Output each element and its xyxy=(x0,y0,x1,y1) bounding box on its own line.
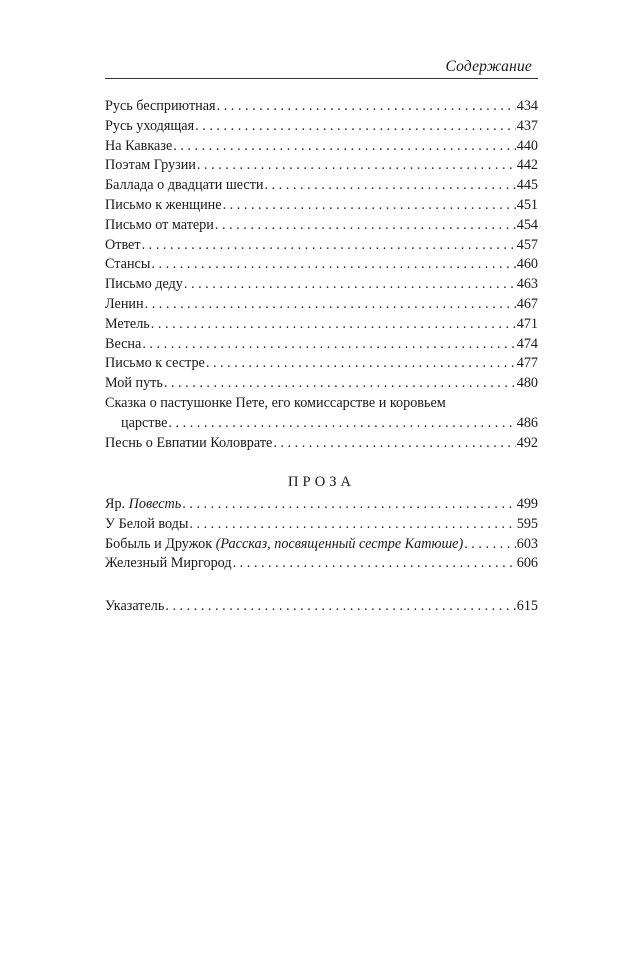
toc-entry-page: 437 xyxy=(516,117,538,134)
toc-entry-title: Письмо к сестре xyxy=(105,355,205,372)
toc-entry xyxy=(105,354,538,374)
dot-leader xyxy=(165,597,515,617)
toc-entry-page: 595 xyxy=(516,515,538,532)
toc-entry-title: Бобыль и Дружок (Рассказ, посвященный сестре Катюше) xyxy=(105,535,464,552)
dot-leader xyxy=(168,414,515,434)
toc-entry-title: Сказка о пастушонке Пете, его комиссарстве и коровьем xyxy=(105,394,446,411)
toc-entry xyxy=(105,374,538,394)
toc-poetry-list xyxy=(105,97,538,453)
toc-entry-page: 457 xyxy=(516,236,538,253)
toc-entry-page: 451 xyxy=(516,196,538,213)
toc-entry-title: Поэтам Грузии xyxy=(105,157,196,174)
dot-leader xyxy=(215,216,516,236)
dot-leader xyxy=(233,554,516,574)
dot-leader xyxy=(151,315,516,335)
toc-entry-title: Указатель xyxy=(105,598,165,614)
toc-entry-page: 603 xyxy=(516,535,538,552)
toc-entry xyxy=(105,156,538,176)
toc-entry xyxy=(105,515,538,535)
dot-leader xyxy=(265,176,516,196)
dot-leader xyxy=(195,117,516,137)
section-heading-prose: ПРОЗА xyxy=(288,474,355,490)
toc-entry-title-continuation: царстве xyxy=(121,414,168,431)
toc-entry-title: Стансы xyxy=(105,256,151,273)
toc-entry xyxy=(105,236,538,256)
toc-entry-subtitle: Повесть xyxy=(128,496,182,512)
dot-leader xyxy=(182,495,515,515)
toc-entry-page: 440 xyxy=(516,137,538,154)
dot-leader xyxy=(464,535,516,555)
toc-entry-page: 434 xyxy=(516,98,538,114)
toc-entry-title: На Кавказе xyxy=(105,137,173,154)
toc-entry xyxy=(105,434,538,454)
toc-entry xyxy=(105,255,538,275)
toc-entry-page: 486 xyxy=(516,414,538,431)
toc-entry-title: Метель xyxy=(105,315,150,332)
toc-entry-page: 442 xyxy=(516,157,538,174)
toc-entry-page: 477 xyxy=(516,355,538,372)
toc-entry-title: Русь уходящая xyxy=(105,117,195,134)
running-head: Содержание xyxy=(445,58,532,75)
toc-entry-page: 492 xyxy=(516,434,538,451)
dot-leader xyxy=(197,156,516,176)
toc-entry xyxy=(105,216,538,236)
toc-entry xyxy=(105,176,538,196)
toc-entry-title: Песнь о Евпатии Коловрате xyxy=(105,434,273,451)
toc-entry xyxy=(105,196,538,216)
toc-entry-page: 474 xyxy=(516,335,538,352)
toc-index xyxy=(105,597,538,617)
toc-entry-page: 467 xyxy=(516,295,538,312)
toc-entry-page: 454 xyxy=(516,216,538,233)
toc-prose-list xyxy=(105,495,538,574)
toc-entry-page: 460 xyxy=(516,256,538,273)
toc-entry xyxy=(105,535,538,555)
toc-entry xyxy=(105,554,538,574)
toc-entry xyxy=(105,315,538,335)
toc-entry-page: 606 xyxy=(516,555,538,572)
toc-entry-title: Русь бесприютная xyxy=(105,98,216,114)
dot-leader xyxy=(184,275,516,295)
toc-entry xyxy=(105,275,538,295)
dot-leader xyxy=(189,515,515,535)
toc-entry-title: Письмо деду xyxy=(105,276,183,293)
toc-entry-page: 480 xyxy=(516,375,538,392)
toc-entry-title: Ответ xyxy=(105,236,141,253)
toc-entry xyxy=(105,117,538,137)
toc-entry-title: Письмо к женщине xyxy=(105,196,222,213)
dot-leader xyxy=(206,354,516,374)
toc-entry xyxy=(105,394,538,434)
toc-entry xyxy=(105,335,538,355)
toc-entry-title: Письмо от матери xyxy=(105,216,214,233)
dot-leader xyxy=(164,374,516,394)
toc-entry xyxy=(105,597,538,617)
toc-entry-title: У Белой воды xyxy=(105,515,189,532)
toc-entry xyxy=(105,295,538,315)
toc-entry-title: Весна xyxy=(105,335,142,352)
toc-entry-title: Мой путь xyxy=(105,375,163,392)
toc-entry-page: 499 xyxy=(516,496,538,512)
toc-entry xyxy=(105,97,538,117)
toc-entry-title: Железный Миргород xyxy=(105,555,232,572)
header-rule xyxy=(105,78,538,79)
dot-leader xyxy=(273,434,515,454)
toc-entry xyxy=(105,495,538,515)
toc-entry-page: 445 xyxy=(516,177,538,194)
dot-leader xyxy=(223,196,516,216)
toc-entry-page: 463 xyxy=(516,276,538,293)
toc-entry-page: 615 xyxy=(516,598,538,614)
toc-entry-title: Яр. Повесть xyxy=(105,496,182,512)
toc-entry-subtitle: (Рассказ, посвященный сестре Катюше) xyxy=(215,535,464,552)
dot-leader xyxy=(142,236,516,256)
dot-leader xyxy=(173,137,515,157)
toc-entry-page: 471 xyxy=(516,315,538,332)
toc-entry-title: Ленин xyxy=(105,295,144,312)
toc-entry-continuation xyxy=(105,414,538,434)
toc-entry xyxy=(105,137,538,157)
dot-leader xyxy=(151,255,515,275)
dot-leader xyxy=(145,295,516,315)
toc-entry-title: Баллада о двадцати шести xyxy=(105,177,264,194)
dot-leader xyxy=(142,335,515,355)
dot-leader xyxy=(217,97,516,117)
